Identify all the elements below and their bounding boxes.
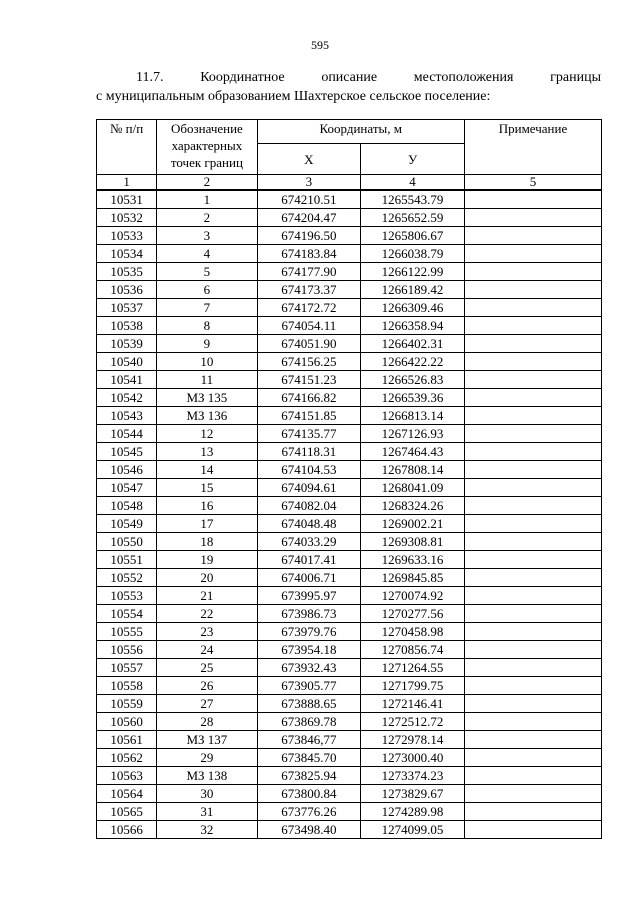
cell-index: 10533 (97, 227, 157, 245)
cell-index: 10560 (97, 713, 157, 731)
cell-x: 674051.90 (257, 335, 361, 353)
cell-designation: 2 (157, 209, 257, 227)
cell-designation: 24 (157, 641, 257, 659)
cell-x: 673846,77 (257, 731, 361, 749)
table-row (97, 335, 602, 353)
cell-designation: 8 (157, 317, 257, 335)
cell-x: 674135.77 (257, 425, 361, 443)
cell-y: 1266358.94 (361, 317, 465, 335)
header-y: У (361, 144, 465, 175)
cell-y: 1268324.26 (361, 497, 465, 515)
table-row (97, 443, 602, 461)
table-row (97, 461, 602, 479)
cell-index: 10551 (97, 551, 157, 569)
cell-index: 10562 (97, 749, 157, 767)
cell-note (464, 443, 601, 461)
cell-index: 10538 (97, 317, 157, 335)
cell-x: 673954.18 (257, 641, 361, 659)
cell-designation: 25 (157, 659, 257, 677)
cell-note (464, 785, 601, 803)
table-row (97, 263, 602, 281)
cell-y: 1266189.42 (361, 281, 465, 299)
table-row (97, 425, 602, 443)
table-row (97, 190, 602, 209)
table-row (97, 479, 602, 497)
column-number: 4 (361, 175, 465, 191)
cell-index: 10555 (97, 623, 157, 641)
cell-index: 10536 (97, 281, 157, 299)
cell-y: 1266526.83 (361, 371, 465, 389)
cell-designation: 9 (157, 335, 257, 353)
table-row (97, 551, 602, 569)
cell-x: 673888.65 (257, 695, 361, 713)
cell-note (464, 299, 601, 317)
table-row (97, 821, 602, 839)
cell-designation: 13 (157, 443, 257, 461)
cell-designation: 29 (157, 749, 257, 767)
table-row (97, 767, 602, 785)
cell-note (464, 245, 601, 263)
cell-note (464, 371, 601, 389)
cell-note (464, 533, 601, 551)
cell-x: 674210.51 (257, 190, 361, 209)
table-row (97, 587, 602, 605)
cell-designation: 7 (157, 299, 257, 317)
cell-designation: МЗ 137 (157, 731, 257, 749)
cell-index: 10535 (97, 263, 157, 281)
cell-x: 673776.26 (257, 803, 361, 821)
cell-index: 10559 (97, 695, 157, 713)
cell-y: 1274289.98 (361, 803, 465, 821)
section-heading (96, 68, 601, 106)
cell-x: 674017.41 (257, 551, 361, 569)
cell-y: 1266813.14 (361, 407, 465, 425)
heading-line-1 (96, 68, 601, 87)
table-row (97, 389, 602, 407)
cell-x: 674033.29 (257, 533, 361, 551)
cell-designation: 22 (157, 605, 257, 623)
cell-x: 674082.04 (257, 497, 361, 515)
header-note: Примечание (464, 120, 601, 175)
cell-note (464, 353, 601, 371)
table-row (97, 227, 602, 245)
cell-y: 1267464.43 (361, 443, 465, 461)
cell-index: 10544 (97, 425, 157, 443)
cell-designation: 31 (157, 803, 257, 821)
cell-note (464, 641, 601, 659)
cell-y: 1266539.36 (361, 389, 465, 407)
cell-note (464, 623, 601, 641)
cell-note (464, 713, 601, 731)
cell-designation: 3 (157, 227, 257, 245)
cell-index: 10561 (97, 731, 157, 749)
table-row (97, 281, 602, 299)
cell-index: 10542 (97, 389, 157, 407)
cell-x: 673979.76 (257, 623, 361, 641)
cell-y: 1267808.14 (361, 461, 465, 479)
cell-index: 10563 (97, 767, 157, 785)
cell-designation: 11 (157, 371, 257, 389)
cell-designation: 6 (157, 281, 257, 299)
cell-index: 10546 (97, 461, 157, 479)
table-row (97, 749, 602, 767)
cell-designation: 5 (157, 263, 257, 281)
cell-note (464, 515, 601, 533)
header-designation: Обозначение характерных точек границ (157, 120, 257, 175)
cell-note (464, 731, 601, 749)
cell-designation: 18 (157, 533, 257, 551)
cell-designation: 21 (157, 587, 257, 605)
cell-index: 10534 (97, 245, 157, 263)
cell-note (464, 209, 601, 227)
cell-note (464, 425, 601, 443)
cell-y: 1271799.75 (361, 677, 465, 695)
cell-note (464, 227, 601, 245)
cell-note (464, 749, 601, 767)
cell-index: 10554 (97, 605, 157, 623)
cell-index: 10537 (97, 299, 157, 317)
cell-note (464, 605, 601, 623)
cell-x: 673995.97 (257, 587, 361, 605)
table-row (97, 731, 602, 749)
cell-note (464, 461, 601, 479)
table-row (97, 497, 602, 515)
cell-designation: 14 (157, 461, 257, 479)
table-row (97, 245, 602, 263)
cell-note (464, 659, 601, 677)
cell-designation: 23 (157, 623, 257, 641)
heading-word: границы (550, 70, 601, 85)
table-row (97, 785, 602, 803)
cell-y: 1268041.09 (361, 479, 465, 497)
cell-designation: 15 (157, 479, 257, 497)
table-row (97, 803, 602, 821)
heading-word: описание (321, 70, 378, 85)
cell-x: 673845.70 (257, 749, 361, 767)
cell-y: 1270277.56 (361, 605, 465, 623)
cell-x: 674196.50 (257, 227, 361, 245)
cell-y: 1269002.21 (361, 515, 465, 533)
cell-index: 10552 (97, 569, 157, 587)
cell-index: 10543 (97, 407, 157, 425)
cell-x: 674118.31 (257, 443, 361, 461)
cell-note (464, 767, 601, 785)
heading-word: Координатное (200, 70, 285, 85)
cell-note (464, 695, 601, 713)
cell-x: 674094.61 (257, 479, 361, 497)
cell-designation: 30 (157, 785, 257, 803)
cell-note (464, 263, 601, 281)
cell-x: 674006.71 (257, 569, 361, 587)
heading-word: местоположения (413, 70, 514, 85)
cell-x: 674183.84 (257, 245, 361, 263)
cell-y: 1274099.05 (361, 821, 465, 839)
header-x: Х (257, 144, 361, 175)
cell-designation: 19 (157, 551, 257, 569)
cell-y: 1272146.41 (361, 695, 465, 713)
cell-designation: 17 (157, 515, 257, 533)
cell-y: 1270856.74 (361, 641, 465, 659)
cell-y: 1265652.59 (361, 209, 465, 227)
cell-index: 10556 (97, 641, 157, 659)
header-coordinates: Координаты, м (257, 120, 464, 144)
cell-x: 674104.53 (257, 461, 361, 479)
cell-note (464, 803, 601, 821)
cell-note (464, 407, 601, 425)
cell-index: 10540 (97, 353, 157, 371)
cell-note (464, 190, 601, 209)
cell-index: 10566 (97, 821, 157, 839)
cell-y: 1272512.72 (361, 713, 465, 731)
cell-y: 1265806.67 (361, 227, 465, 245)
table-row (97, 677, 602, 695)
cell-note (464, 389, 601, 407)
page-number: 595 (311, 38, 329, 52)
cell-x: 674151.23 (257, 371, 361, 389)
cell-designation: 20 (157, 569, 257, 587)
cell-x: 674054.11 (257, 317, 361, 335)
cell-x: 673498.40 (257, 821, 361, 839)
cell-x: 673800.84 (257, 785, 361, 803)
column-number: 1 (97, 175, 157, 191)
cell-y: 1266122.99 (361, 263, 465, 281)
table-row (97, 407, 602, 425)
cell-note (464, 569, 601, 587)
header-index: № п/п (97, 120, 157, 175)
cell-note (464, 551, 601, 569)
column-number: 5 (464, 175, 601, 191)
heading-word: 11.7. (136, 70, 164, 85)
table-body (97, 190, 602, 839)
cell-note (464, 497, 601, 515)
cell-y: 1265543.79 (361, 190, 465, 209)
table-row (97, 659, 602, 677)
cell-y: 1273374.23 (361, 767, 465, 785)
cell-note (464, 821, 601, 839)
cell-y: 1266038.79 (361, 245, 465, 263)
cell-x: 674156.25 (257, 353, 361, 371)
table-row (97, 641, 602, 659)
cell-note (464, 317, 601, 335)
table-row (97, 353, 602, 371)
cell-x: 674204.47 (257, 209, 361, 227)
cell-x: 673986.73 (257, 605, 361, 623)
cell-y: 1273829.67 (361, 785, 465, 803)
cell-designation: 1 (157, 190, 257, 209)
cell-y: 1266309.46 (361, 299, 465, 317)
column-number: 3 (257, 175, 361, 191)
cell-y: 1269845.85 (361, 569, 465, 587)
cell-y: 1267126.93 (361, 425, 465, 443)
cell-index: 10531 (97, 190, 157, 209)
table-row (97, 605, 602, 623)
cell-note (464, 677, 601, 695)
cell-index: 10553 (97, 587, 157, 605)
cell-index: 10550 (97, 533, 157, 551)
cell-y: 1270074.92 (361, 587, 465, 605)
cell-x: 673905.77 (257, 677, 361, 695)
table-row (97, 209, 602, 227)
cell-designation: 10 (157, 353, 257, 371)
cell-note (464, 587, 601, 605)
table-row (97, 713, 602, 731)
cell-x: 673825.94 (257, 767, 361, 785)
cell-designation: 26 (157, 677, 257, 695)
cell-y: 1270458.98 (361, 623, 465, 641)
table-row (97, 569, 602, 587)
table-row (97, 695, 602, 713)
cell-index: 10565 (97, 803, 157, 821)
coordinates-table (96, 119, 602, 839)
cell-note (464, 281, 601, 299)
cell-designation: 28 (157, 713, 257, 731)
cell-x: 674173.37 (257, 281, 361, 299)
cell-index: 10541 (97, 371, 157, 389)
table-row (97, 299, 602, 317)
cell-designation: 27 (157, 695, 257, 713)
cell-index: 10549 (97, 515, 157, 533)
cell-index: 10548 (97, 497, 157, 515)
table-row (97, 533, 602, 551)
cell-note (464, 479, 601, 497)
cell-designation: 16 (157, 497, 257, 515)
cell-x: 673869.78 (257, 713, 361, 731)
cell-y: 1273000.40 (361, 749, 465, 767)
cell-y: 1272978.14 (361, 731, 465, 749)
cell-y: 1269308.81 (361, 533, 465, 551)
cell-index: 10539 (97, 335, 157, 353)
cell-x: 674172.72 (257, 299, 361, 317)
cell-designation: МЗ 138 (157, 767, 257, 785)
cell-index: 10558 (97, 677, 157, 695)
cell-designation: 12 (157, 425, 257, 443)
cell-index: 10547 (97, 479, 157, 497)
cell-designation: 32 (157, 821, 257, 839)
cell-index: 10545 (97, 443, 157, 461)
cell-x: 673932.43 (257, 659, 361, 677)
cell-y: 1269633.16 (361, 551, 465, 569)
cell-y: 1266422.22 (361, 353, 465, 371)
cell-x: 674177.90 (257, 263, 361, 281)
cell-designation: 4 (157, 245, 257, 263)
table-row (97, 317, 602, 335)
cell-index: 10557 (97, 659, 157, 677)
cell-index: 10564 (97, 785, 157, 803)
cell-note (464, 335, 601, 353)
cell-x: 674166.82 (257, 389, 361, 407)
cell-y: 1266402.31 (361, 335, 465, 353)
cell-x: 674048.48 (257, 515, 361, 533)
heading-line-2: с муниципальным образованием Шахтерское сельское поселение: (96, 89, 491, 104)
column-number: 2 (157, 175, 257, 191)
cell-x: 674151.85 (257, 407, 361, 425)
cell-designation: МЗ 136 (157, 407, 257, 425)
table-row (97, 623, 602, 641)
table-row (97, 515, 602, 533)
table-row (97, 371, 602, 389)
cell-y: 1271264.55 (361, 659, 465, 677)
cell-index: 10532 (97, 209, 157, 227)
cell-designation: МЗ 135 (157, 389, 257, 407)
